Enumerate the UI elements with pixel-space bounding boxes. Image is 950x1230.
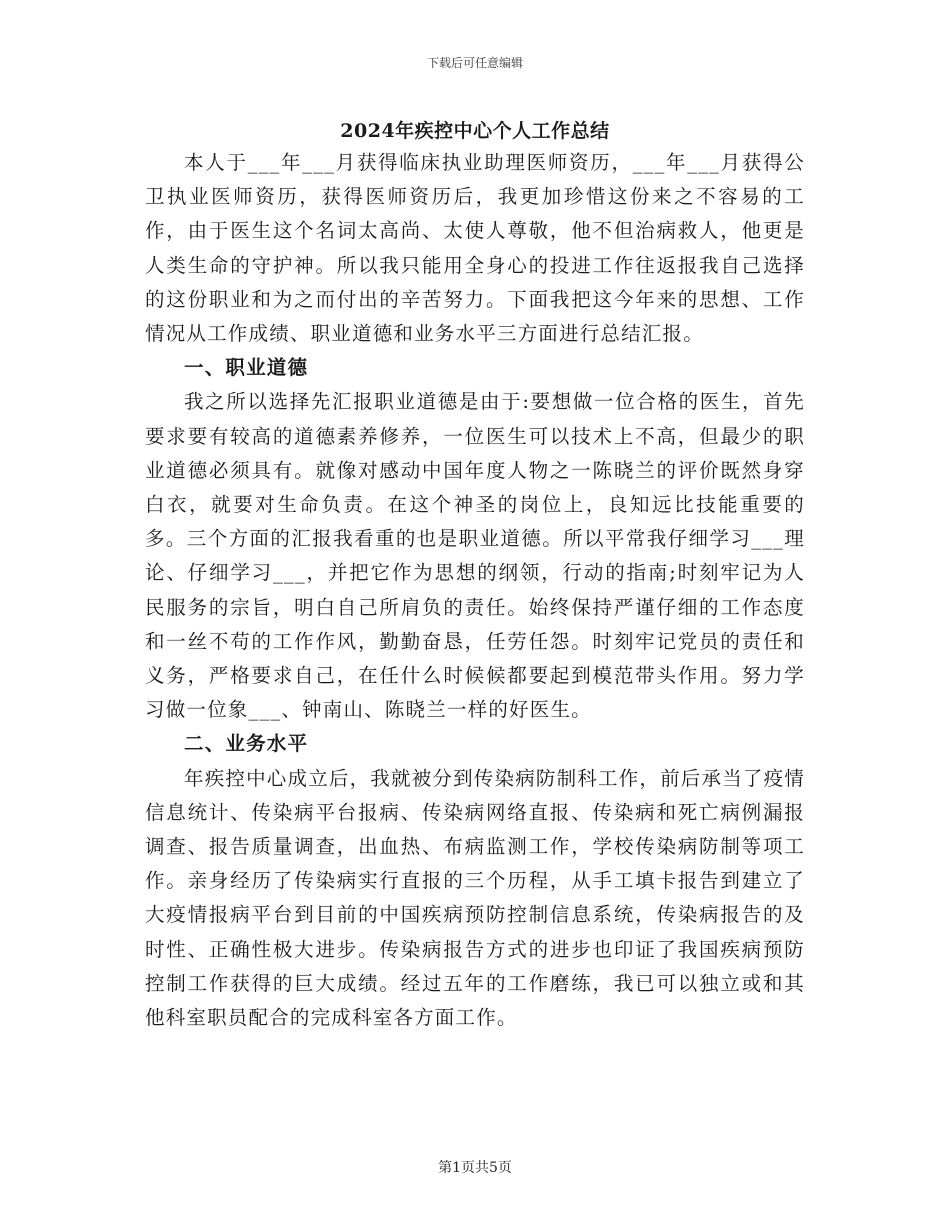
- document-body: [145, 146, 805, 1035]
- page-footer: 第1页共5页: [438, 1160, 512, 1176]
- professional-ethics-paragraph: 我之所以选择先汇报职业道德是由于:要想做一位合格的医生，首先要求要有较高的道德素养修养，一位医生可以技术上不高，但最少的职业道德必须具有。就像对感动中国年度人物之一陈晓兰的评价既然身穿白衣，就要对生命负责。在这个神圣的岗位上，良知远比技能重要的多。三个方面的汇报我看重的也是职业道德。所以平常我仔细学习___理论、仔细学习___，并把它作为思想的纲领，行动的指南;时刻牢记为人民服务的宗旨，明白自己所肩负的责任。始终保持严谨仔细的工作态度和一丝不苟的工作作风，勤勤奋恳，任劳任怨。时刻牢记党员的责任和义务，严格要求自己，在任什么时候候都要起到模范带头作用。努力学习做一位象___、钟南山、陈晓兰一样的好医生。: [145, 390, 805, 722]
- document-title: 2024年疾控中心个人工作总结: [340, 120, 610, 142]
- professional-skills-paragraph: 年疾控中心成立后，我就被分到传染病防制科工作，前后承当了疫情信息统计、传染病平台报病、传染病网络直报、传染病和死亡病例漏报调查、报告质量调查，出血热、布病监测工作，学校传染病防制等项工作。亲身经历了传染病实行直报的三个历程，从手工填卡报告到建立了大疫情报病平台到目前的中国疾病预防控制信息系统，传染病报告的及时性、正确性极大进步。传染病报告方式的进步也印证了我国疾病预防控制工作获得的巨大成绩。经过五年的工作磨练，我已可以独立或和其他科室职员配合的完成科室各方面工作。: [145, 766, 806, 1030]
- intro-paragraph: 本人于___年___月获得临床执业助理医师资历，___年___月获得公卫执业医师资历，获得医师资历后，我更加珍惜这份来之不容易的工作，由于医生这个名词太高尚、太使人尊敬，他不但治病救人，他更是人类生命的守护神。所以我只能用全身心的投进工作往返报我自己选择的这份职业和为之而付出的辛苦努力。下面我把这今年来的思想、工作情况从工作成绩、职业道德和业务水平三方面进行总结汇报。: [145, 151, 805, 346]
- section-heading-professional-skills: 二、业务水平: [184, 732, 309, 756]
- section-heading-professional-ethics: 一、职业道德: [184, 356, 309, 380]
- header-note: 下载后可任意编辑: [426, 56, 523, 70]
